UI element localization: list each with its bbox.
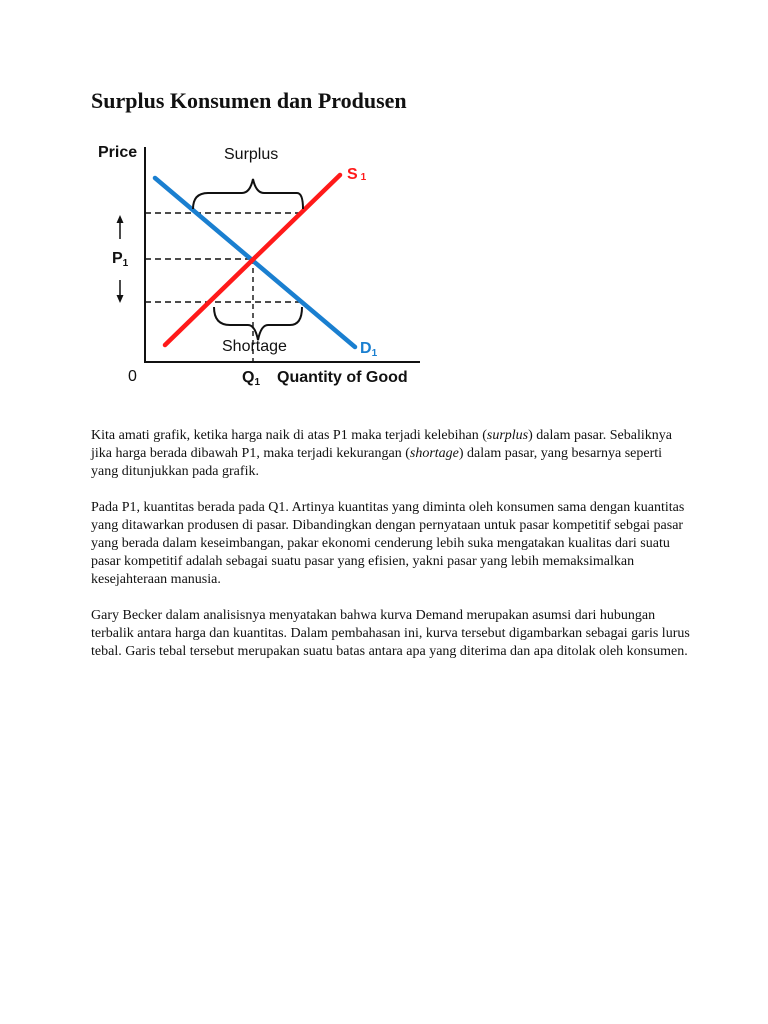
demand-label-letter: D [360,340,372,357]
supply-label-letter: S [347,166,358,183]
shortage-label: Shortage [222,338,287,355]
quantity-level-letter: Q [242,369,255,386]
supply-demand-diagram [90,135,430,395]
y-axis-label: Price [98,144,138,161]
quantity-level-label [242,369,260,388]
surplus-brace [193,179,303,209]
paragraph-3: Gary Becker dalam analisisnya menyatakan bahwa kurva Demand merupakan asumsi dari hubungan terbalik antara harga dan kuantitas. Dalam pembahasan ini, kurva tersebut digambarkan sebagai garis lurus tebal. Garis tebal tersebut merupakan suatu batas antara apa yang diterima dan apa ditolak oleh konsumen. [91,608,690,659]
supply-label-subscript: 1 [360,172,367,183]
origin-label: 0 [128,368,137,385]
price-down-arrow [117,280,124,303]
price-level-subscript: 1 [122,258,129,269]
surplus-term: surplus [486,428,529,443]
paragraph-1: Kita amati grafik, ketika harga naik di atas P1 maka terjadi kelebihan (surplus) dalam pasar. Sebaliknya jika harga berada dibawah P1, maka terjadi kekurangan (shortage) dalam pasar, yang besarnya seperti yang ditunjukkan pada grafik. [91,428,672,479]
supply-label [347,166,367,183]
paragraph-2: Pada P1, kuantitas berada pada Q1. Artinya kuantitas yang diminta oleh konsumen sama dengan kuantitas yang ditawarkan produsen di pasar. Dibandingkan dengan pernyataan untuk pasar kompetitif sebgai pasar yang berada dalam keseimbangan, pakar ekonomi cenderung lebih suka mengatakan kualitas dari suatu pasar kompetitif adalah sebagai suatu pasar yang efisien, yakni pasar yang lebih memaksimalkan kesejahteraan manusia. [91,500,685,587]
demand-label-subscript: 1 [371,348,378,359]
shortage-term: shortage [409,446,459,461]
price-up-arrow [117,215,124,239]
demand-label [360,340,378,359]
price-level-letter: P [112,250,123,267]
quantity-level-subscript: 1 [254,377,261,388]
price-level-label [112,250,129,269]
x-axis-label: Quantity of Good [277,369,408,386]
body-text [91,427,691,679]
surplus-label: Surplus [224,146,279,163]
page-title: Surplus Konsumen dan Produsen [91,88,407,113]
demand-curve [155,178,355,347]
supply-curve [165,175,340,345]
shortage-brace [214,307,302,340]
